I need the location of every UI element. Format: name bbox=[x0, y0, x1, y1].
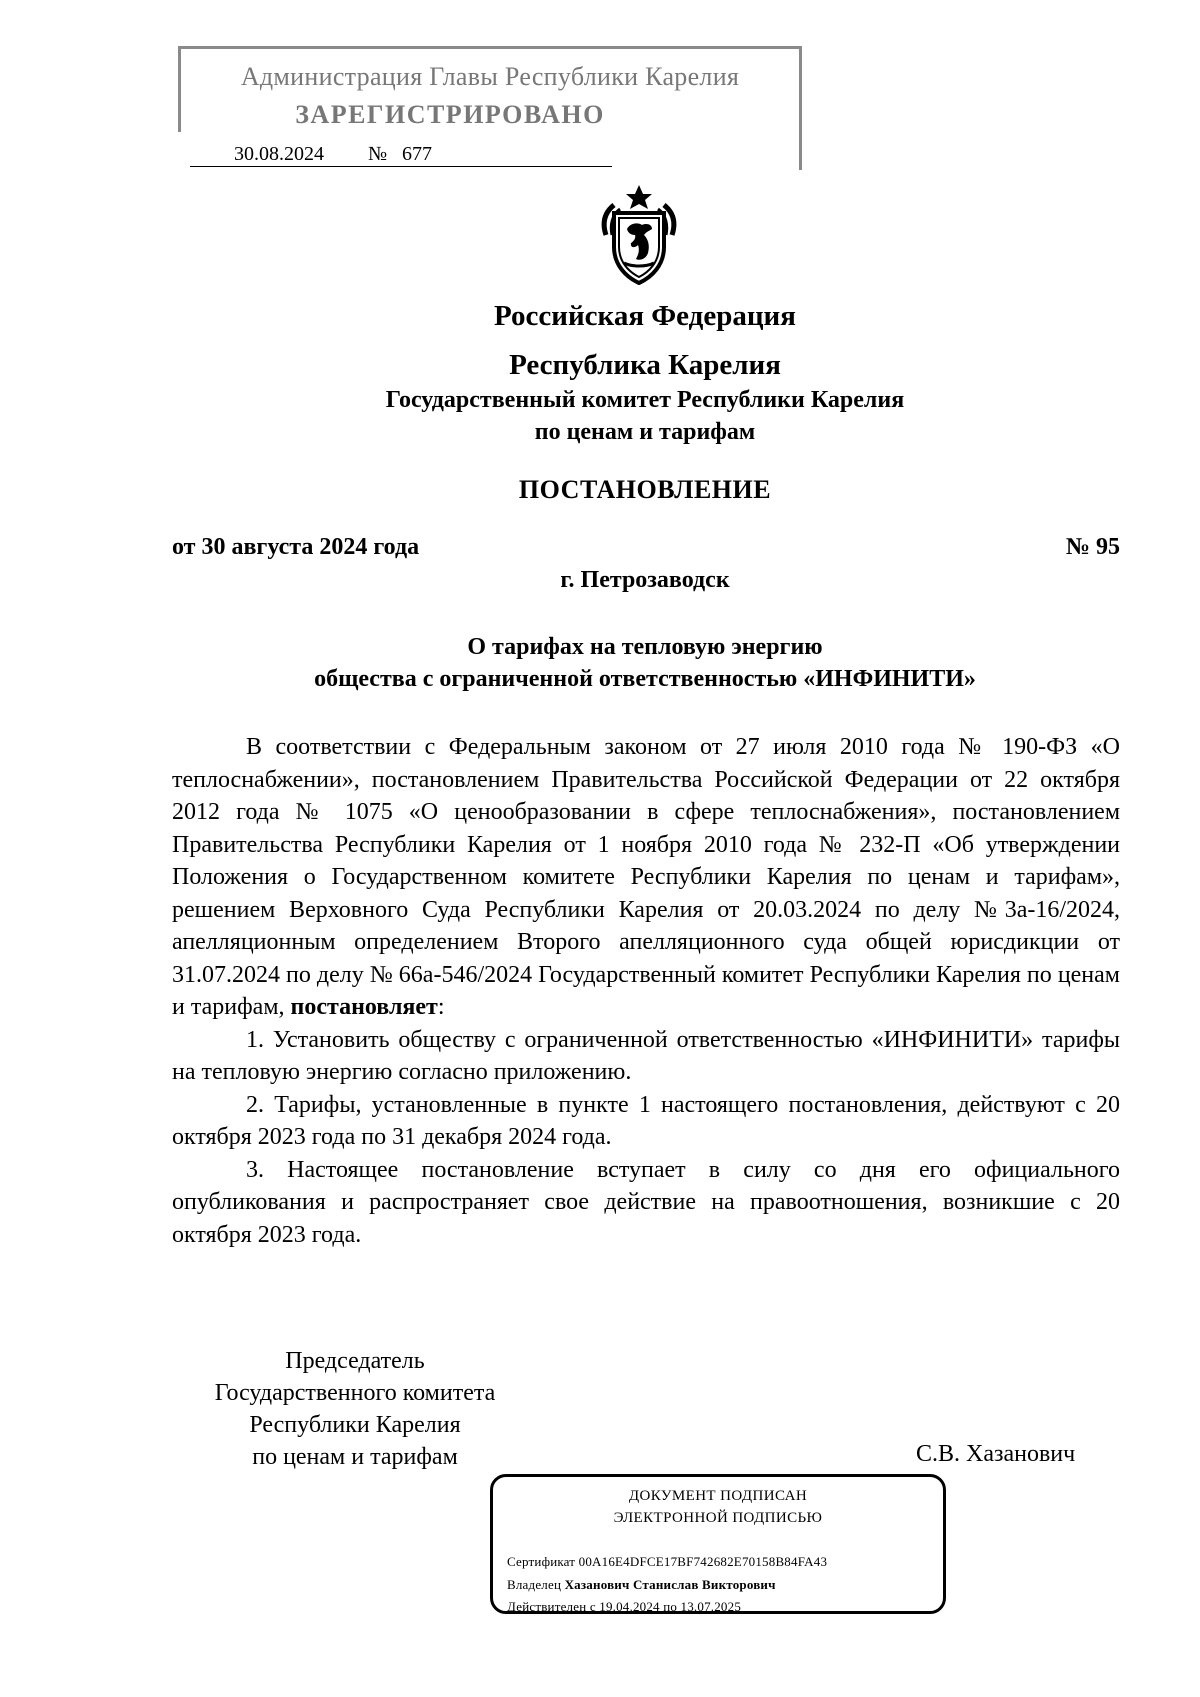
esig-title-line1: ДОКУМЕНТ ПОДПИСАН bbox=[628, 1488, 808, 1504]
esig-certificate-label: Сертификат bbox=[507, 1554, 576, 1569]
registration-date-row bbox=[190, 143, 612, 167]
header-country: Российская Федерация bbox=[494, 300, 796, 332]
item-1: 1. Установить обществу с ограниченной ответственностью «ИНФИНИТИ» тарифы на тепловую энергию согласно приложению. bbox=[172, 1026, 1120, 1085]
registration-date: 30.08.2024 bbox=[190, 143, 368, 167]
esig-valid-from: 19.04.2024 bbox=[599, 1599, 660, 1614]
esig-certificate: 00A16E4DFCE17BF742682E70158B84FA43 bbox=[578, 1554, 828, 1569]
esig-owner: Хазанович Станислав Викторович bbox=[564, 1577, 776, 1592]
signatory-name: С.В. Хазанович bbox=[916, 1441, 1076, 1467]
registration-number: 677 bbox=[398, 143, 612, 167]
esig-valid-from-label: Действителен с bbox=[507, 1599, 596, 1614]
preamble-paragraph bbox=[172, 731, 1120, 1024]
esig-valid-to: 13.07.2025 bbox=[680, 1599, 742, 1614]
esig-certificate-row bbox=[507, 1554, 827, 1570]
resolves-word: постановляет bbox=[290, 994, 438, 1020]
esig-validity-row bbox=[507, 1599, 741, 1615]
document-body bbox=[172, 731, 1120, 1251]
document-city: г. Петрозаводск bbox=[560, 567, 730, 593]
item-3: 3. Настоящее постановление вступает в силу со дня его официального опубликования и распространяет свое действие на правоотношения, возникшие с 20 октября 2023 года. bbox=[172, 1156, 1120, 1248]
document-date: от 30 августа 2024 года bbox=[172, 534, 420, 560]
header-republic: Республика Карелия bbox=[509, 349, 781, 381]
document-number: № 95 bbox=[1065, 534, 1120, 560]
registration-number-sign: № bbox=[368, 143, 398, 167]
subject-line1: О тарифах на тепловую энергию bbox=[467, 634, 823, 660]
signatory-position-line3: Республики Карелия bbox=[249, 1412, 461, 1438]
registration-status: ЗАРЕГИСТРИРОВАНО bbox=[295, 100, 605, 129]
item-2: 2. Тарифы, установленные в пункте 1 настоящего постановления, действуют с 20 октября 2023 года по 31 декабря 2024 года. bbox=[172, 1091, 1120, 1150]
registration-stamp-left-border bbox=[178, 46, 181, 132]
signatory-position-line4: по ценам и тарифам bbox=[252, 1444, 458, 1470]
header-committee-line2: по ценам и тарифам bbox=[534, 419, 756, 445]
signatory-position bbox=[170, 1345, 540, 1473]
subject-line2: общества с ограниченной ответственностью «ИНФИНИТИ» bbox=[314, 666, 976, 692]
preamble-text: В соответствии с Федеральным законом от 27 июля 2010 года № 190-ФЗ «О теплоснабжении», постановлением Правительства Российской Федерации от 22 октября 2012 года № 1075 «О ценообразовании в сфере теплоснабжения», постановлением Правительства Республики Карелия от 1 ноября 2010 года № 232-П «Об утверждении Положения о Государственном комитете Республики Карелия по ценам и тарифам», решением Верховного Суда Республики Карелия от 20.03.2024 по делу №3а-16/2024, апелляционным определением Второго апелляционного суда общей юрисдикции от 31.07.2024 по делу № 66а-546/2024 Государственный комитет Республики Карелия по ценам и тарифам, bbox=[172, 734, 1120, 1020]
esig-owner-label: Владелец bbox=[507, 1577, 562, 1592]
karelia-coat-of-arms-icon bbox=[594, 183, 684, 285]
esig-owner-row bbox=[507, 1577, 776, 1593]
resolves-colon: : bbox=[437, 994, 445, 1020]
esig-title-line2: ЭЛЕКТРОННОЙ ПОДПИСЬЮ bbox=[613, 1510, 823, 1526]
esig-valid-to-label: по bbox=[663, 1599, 678, 1614]
registration-authority: Администрация Главы Республики Карелия bbox=[240, 62, 740, 91]
document-type: ПОСТАНОВЛЕНИЕ bbox=[518, 475, 772, 504]
signatory-position-line1: Председатель bbox=[285, 1348, 425, 1374]
header-committee-line1: Государственный комитет Республики Карелия bbox=[385, 387, 905, 413]
signatory-position-line2: Государственного комитета bbox=[214, 1380, 496, 1406]
